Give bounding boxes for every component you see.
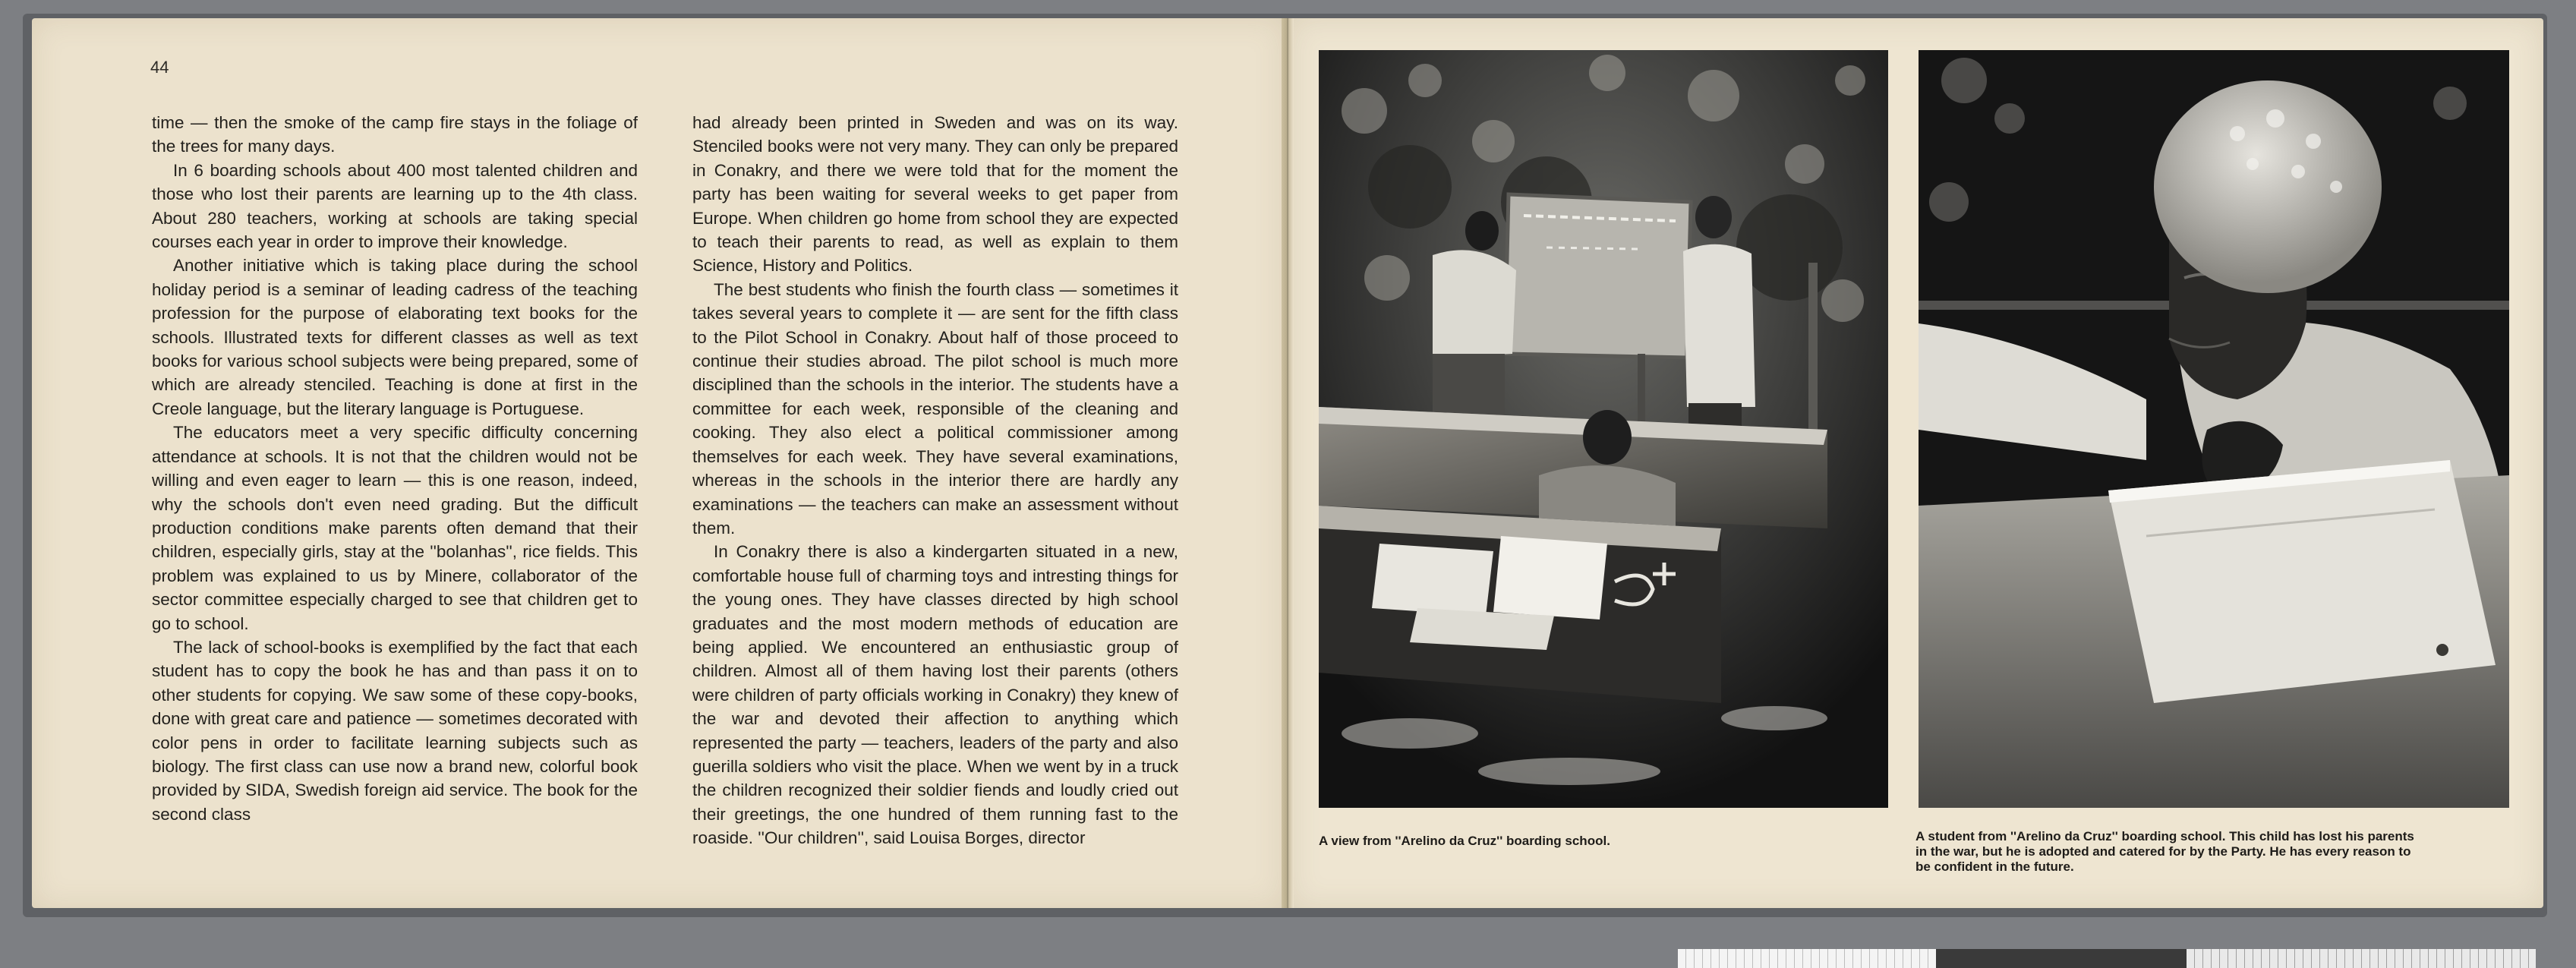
paragraph: The best students who finish the fourth class — sometimes it takes several years to complete it — are sent for the fifth class to the Pilot School in Conakry. About half of those proceed to continue their studies abroad. The pilot school is much more disciplined than the schools in the interior. The students have a committee for each week, responsible of the cleaning and cooking. They also elect a political commissioner among themselves for each week. They have several examinations, whereas in the schools in the interior there are hardly any examinations — the teachers can make an assessment without them.: [692, 279, 1178, 538]
page-number: 44: [150, 58, 169, 77]
paragraph: time — then the smoke of the camp fire stays in the foliage of the trees for many days.: [152, 113, 638, 156]
caption-photo-2: A student from ''Arelino da Cruz'' boarding school. This child has lost his parents in the war, but he is adopted and catered for by the Party. He has every reason to be confident in the future.: [1915, 829, 2414, 874]
photo-student-portrait: [1919, 50, 2509, 808]
scale-ruler: [1678, 949, 2536, 968]
student-photo-illustration: [1919, 50, 2509, 808]
text-column-1: [152, 111, 638, 826]
ruler-segment-dark: [1936, 949, 2187, 968]
caption-photo-1: A view from ''Arelino da Cruz'' boarding school.: [1319, 834, 1610, 848]
paragraph: In Conakry there is also a kindergarten situated in a new, comfortable house full of charming toys and intresting things for the young ones. They have classes directed by high school graduates and the most modern methods of education are being applied. We encountered an enthusiastic group of children. Almost all of them having lost their parents (others were children of party officials working in Conakry) they knew of the war and devoted their affection to anything which represented the party — teachers, leaders of the party and also guerilla soldiers who visit the place. When we went by in a truck the children recognized their soldier fiends and loudly cried out their greetings, the one hundred of them running fast to the roaside. ''Our children'', said Louisa Borges, director: [692, 542, 1178, 848]
paragraph: had already been printed in Sweden and was on its way. Stenciled books were not very many. They can only be prepared in Conakry, and there we were told that for the moment the party has been waiting for several weeks to get paper from Europe. When children go home from school they are expected to teach their parents to read, as well as explain to them Science, History and Politics.: [692, 113, 1178, 276]
paragraph: The educators meet a very specific difficulty concerning attendance at schools. It is not that the children would not be willing and even eager to learn — this is one reason, indeed, why the schools don't even need grading. But the difficult production conditions make parents often demand that their children, especially girls, stay at the ''bolanhas'', rice fields. This problem was explained to us by Minere, collaborator of the sector committee especially charged to see that children get to go to school.: [152, 423, 638, 633]
paragraph: Another initiative which is taking place during the school holiday period is a seminar of leading cadress of the teaching profession for the purpose of elaborating text books for the schools. Illustrated texts for different classes as well as text books for various school subjects were being prepared, some of which are already stenciled. Teaching is done at first in the Creole language, but the literary language is Portuguese.: [152, 256, 638, 418]
paragraph: In 6 boarding schools about 400 most talented children and those who lost their parents are learning up to the 4th class. About 280 teachers, working at schools are taking special courses each year in order to improve their knowledge.: [152, 160, 638, 252]
ruler-segment-light: [1678, 949, 1936, 968]
ruler-segment-light: [2187, 949, 2536, 968]
photo-boarding-school-view: [1319, 50, 1888, 808]
book-gutter: [1282, 18, 1294, 908]
text-column-2: [692, 111, 1178, 850]
paragraph: The lack of school-books is exemplified by the fact that each student has to copy the book he has and than pass it on to other students for copying. We saw some of these copy-books, done with great care and patience — sometimes decorated with color pens in order to facilitate learning subjects such as biology. The first class can use now a brand new, colorful book provided by SIDA, Swedish foreign aid service. The book for the second class: [152, 637, 638, 824]
classroom-photo-illustration: [1319, 50, 1888, 808]
